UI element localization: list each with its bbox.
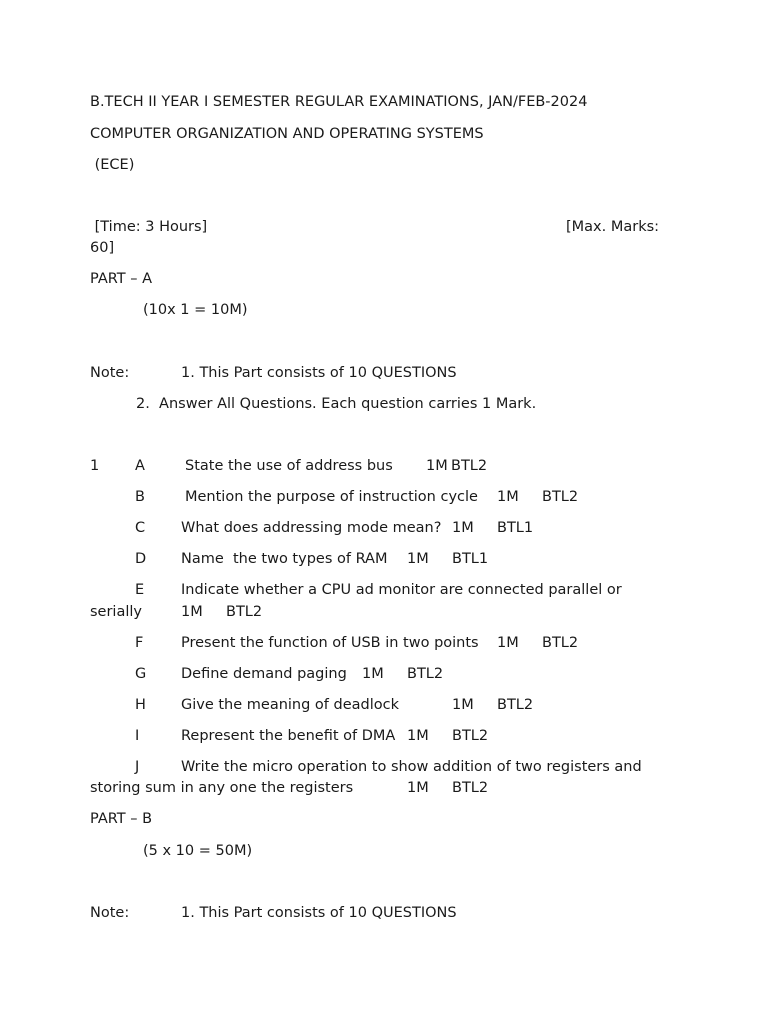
question-text-continued: serially — [90, 604, 142, 620]
question-letter: I — [135, 728, 140, 744]
max-marks-value: 60] — [90, 240, 115, 256]
part-b-note-1: 1. This Part consists of 10 QUESTIONS — [181, 905, 457, 921]
question-marks: 1M — [407, 728, 429, 744]
question-letter: B — [135, 489, 145, 505]
question-text: Name the two types of RAM — [181, 551, 388, 567]
question-btl: BTL2 — [226, 604, 263, 620]
question-letter: E — [135, 582, 145, 598]
question-number: 1 — [90, 458, 100, 474]
question-btl: BTL2 — [451, 458, 488, 474]
exam-title: B.TECH II YEAR I SEMESTER REGULAR EXAMINATIONS, JAN/FEB-2024 — [90, 94, 588, 110]
question-btl: BTL2 — [452, 780, 489, 796]
question-text: Represent the benefit of DMA — [181, 728, 396, 744]
question-btl: BTL2 — [542, 635, 579, 651]
question-btl: BTL2 — [452, 728, 489, 744]
question-btl: BTL1 — [452, 551, 489, 567]
question-text: Give the meaning of deadlock — [181, 697, 400, 713]
question-text: Write the micro operation to show addition of two registers and — [181, 759, 642, 775]
question-text: State the use of address bus — [185, 458, 393, 474]
question-marks: 1M — [407, 551, 429, 567]
question-marks: 1M — [452, 520, 474, 536]
part-b-marks: (5 x 10 = 50M) — [143, 843, 253, 859]
question-btl: BTL1 — [497, 520, 534, 536]
question-letter: J — [135, 759, 140, 775]
subject-title: COMPUTER ORGANIZATION AND OPERATING SYSTEMS — [90, 126, 484, 142]
question-marks: 1M — [181, 604, 203, 620]
question-marks: 1M — [452, 697, 474, 713]
question-letter: A — [135, 458, 145, 474]
question-text-continued: storing sum in any one the registers — [90, 780, 354, 796]
part-a-title: PART – A — [90, 271, 153, 287]
question-btl: BTL2 — [497, 697, 534, 713]
question-marks: 1M — [362, 666, 384, 682]
question-marks: 1M — [497, 635, 519, 651]
part-a-marks: (10x 1 = 10M) — [143, 302, 248, 318]
time-label: [Time: 3 Hours] — [90, 219, 208, 235]
question-text: Indicate whether a CPU ad monitor are connected parallel or — [181, 582, 622, 598]
question-marks: 1M — [426, 458, 448, 474]
question-letter: H — [135, 697, 146, 713]
question-letter: G — [135, 666, 147, 682]
question-btl: BTL2 — [407, 666, 444, 682]
question-text: Mention the purpose of instruction cycle — [185, 489, 478, 505]
question-text: What does addressing mode mean? — [181, 520, 442, 536]
max-marks-label: [Max. Marks: — [566, 219, 660, 235]
part-a-note-label: Note: — [90, 365, 130, 381]
part-a-note-2: 2. Answer All Questions. Each question carries 1 Mark. — [136, 396, 537, 412]
part-b-note-label: Note: — [90, 905, 130, 921]
part-b-title: PART – B — [90, 811, 153, 827]
question-letter: D — [135, 551, 147, 567]
branch-label: (ECE) — [90, 157, 135, 173]
question-btl: BTL2 — [542, 489, 579, 505]
question-letter: C — [135, 520, 146, 536]
question-marks: 1M — [497, 489, 519, 505]
question-text: Present the function of USB in two points — [181, 635, 479, 651]
part-a-note-1: 1. This Part consists of 10 QUESTIONS — [181, 365, 457, 381]
question-letter: F — [135, 635, 144, 651]
question-text: Define demand paging — [181, 666, 347, 682]
question-marks: 1M — [407, 780, 429, 796]
